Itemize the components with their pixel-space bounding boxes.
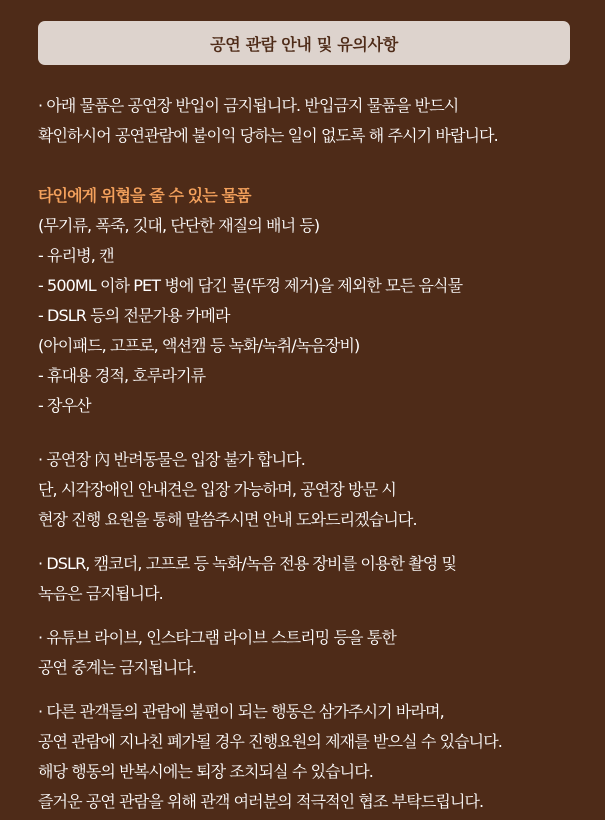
- conduct-notice-line: · 다른 관객들의 관람에 불편이 되는 행동은 삼가주시기 바라며,: [38, 702, 444, 721]
- pets-notice-line: 단, 시각장애인 안내견은 입장 가능하며, 공연장 방문 시: [38, 480, 396, 499]
- intro-line: · 아래 물품은 공연장 반입이 금지됩니다. 반입금지 물품을 반드시: [38, 96, 459, 115]
- prohibited-item: (무기류, 폭죽, 깃대, 단단한 재질의 배너 등): [38, 216, 320, 235]
- conduct-notice: [38, 697, 583, 817]
- prohibited-section: [38, 181, 583, 421]
- prohibited-item: (아이패드, 고프로, 액션캠 등 녹화/녹취/녹음장비): [38, 336, 360, 355]
- streaming-notice: [38, 623, 583, 683]
- notice-content: [38, 91, 583, 817]
- conduct-notice-line: 해당 행동의 반복시에는 퇴장 조치되실 수 있습니다.: [38, 762, 373, 781]
- pets-notice: [38, 445, 583, 535]
- prohibited-item: - 500ML 이하 PET 병에 담긴 물(뚜껑 제거)을 제외한 모든 음식물: [38, 276, 463, 295]
- title-banner: [38, 21, 570, 65]
- prohibited-heading: 타인에게 위협을 줄 수 있는 물품: [38, 186, 251, 205]
- prohibited-item: - 휴대용 경적, 호루라기류: [38, 366, 206, 385]
- pets-notice-line: · 공연장 內 반려동물은 입장 불가 합니다.: [38, 450, 305, 469]
- pets-notice-line: 현장 진행 요원을 통해 말씀주시면 안내 도와드리겠습니다.: [38, 510, 417, 529]
- streaming-notice-line: · 유튜브 라이브, 인스타그램 라이브 스트리밍 등을 통한: [38, 628, 396, 647]
- conduct-notice-line: 공연 관람에 지나친 폐가될 경우 진행요원의 제재를 받으실 수 있습니다.: [38, 732, 502, 751]
- streaming-notice-line: 공연 중계는 금지됩니다.: [38, 658, 197, 677]
- recording-notice: [38, 549, 583, 609]
- prohibited-item: - 유리병, 캔: [38, 246, 114, 265]
- prohibited-item: - DSLR 등의 전문가용 카메라: [38, 306, 230, 325]
- prohibited-item: - 장우산: [38, 396, 91, 415]
- recording-notice-line: 녹음은 금지됩니다.: [38, 584, 163, 603]
- recording-notice-line: · DSLR, 캠코더, 고프로 등 녹화/녹음 전용 장비를 이용한 촬영 및: [38, 554, 457, 573]
- intro-section: [38, 91, 583, 151]
- intro-line: 확인하시어 공연관람에 불이익 당하는 일이 없도록 해 주시기 바랍니다.: [38, 126, 498, 145]
- conduct-notice-line: 즐거운 공연 관람을 위해 관객 여러분의 적극적인 협조 부탁드립니다.: [38, 792, 484, 811]
- page-title: 공연 관람 안내 및 유의사항: [210, 34, 398, 54]
